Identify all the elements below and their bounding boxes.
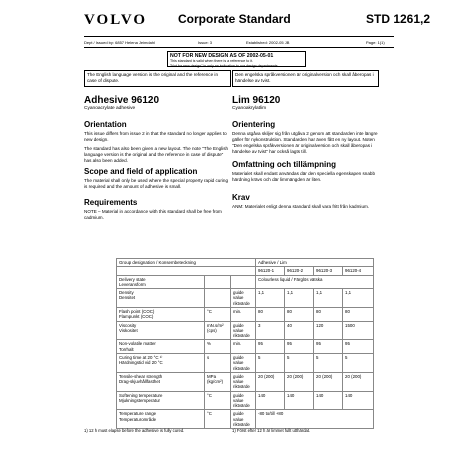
notice-line-2: This standard is valid when there is a reference to it. (170, 59, 254, 64)
property-name-sv: Densitet (119, 295, 136, 301)
table-row (117, 321, 374, 340)
scope-text-sv: Materialet skall endast användas där den speciella egenskapen snabb härdning krävs och där limmängden är liten. (232, 170, 376, 182)
table-row (117, 353, 374, 372)
table-row (117, 372, 374, 391)
requirements-heading-sv: Krav (232, 192, 250, 202)
group-value-cell: Adhesive / Lim (256, 259, 374, 267)
property-name-sv: Torrhalt (119, 346, 134, 352)
material-subtitle-sv: Cyanoakrylatlim (232, 106, 267, 111)
property-name: Flash point (COC) (119, 308, 155, 314)
value-cell: 95 (285, 340, 314, 354)
property-name: Viscosity (119, 322, 137, 328)
orientation-heading: Orientation (84, 120, 127, 129)
property-name: Density (119, 290, 134, 296)
unit-cell: °C (205, 391, 231, 410)
unit-cell (205, 275, 231, 289)
group-designation-cell: Group designation / Konsembeteckning (117, 259, 256, 267)
value-cell: 20 (200) (285, 372, 314, 391)
value-cell: 95 (343, 340, 374, 354)
material-title: Adhesive 96120 (84, 95, 160, 106)
material-subtitle: Cyanoacrylate adhesive (84, 106, 136, 111)
value-cell: 40 (285, 321, 314, 340)
value-cell: 95 (314, 340, 343, 354)
property-cell (117, 410, 205, 429)
unit-cell: °C (205, 410, 231, 429)
value-cell: 120 (314, 321, 343, 340)
value-cell: 1500 (343, 321, 374, 340)
value-cell: Colourless liquid / Färglös vätska (256, 275, 374, 289)
kind-cell: guide value riktvärde (231, 372, 256, 391)
standard-number: STD 1261,2 (366, 12, 431, 26)
property-name: Temperature range (119, 411, 157, 417)
value-cell: 140 (314, 391, 343, 410)
orientation-text-1: This issue differs from issue 2 in that the standard no longer applies to new design. (84, 131, 227, 142)
property-name-sv: Härdningstid vid 20 °C (119, 360, 163, 366)
scope-text: The material shall only be used where the special property rapid curing is required and the amount of adhesive is small. (84, 177, 229, 189)
language-note-sv: Den engelska språkversionen är originalversion och skall åberopas i händelse av tvist. (232, 70, 379, 87)
table-row (117, 275, 374, 289)
header-rule (84, 36, 394, 37)
scope-heading: Scope and field of application (84, 166, 198, 176)
value-cell: 140 (285, 391, 314, 410)
meta-rule (84, 47, 394, 48)
value-cell: 3 (256, 321, 285, 340)
value-cell: 20 (200) (343, 372, 374, 391)
value-cell: 20 (200) (256, 372, 285, 391)
property-name-sv: Drag-skjuvhållfasthet (119, 379, 160, 385)
requirements-table (116, 258, 374, 429)
property-cell (117, 321, 205, 340)
swedish-column (232, 96, 382, 210)
kind-cell: guide value riktvärde (231, 353, 256, 372)
document-title: Corporate Standard (178, 12, 291, 26)
table-row (117, 289, 374, 308)
meta-dept: Dept / Issued by: 6857 Helena Jeimdahl (84, 40, 155, 45)
requirements-note-sv: ANM: Materialet enligt denna standard skall vara fritt från kadmium. (232, 203, 370, 209)
property-cell (117, 353, 205, 372)
variant-cell: 96120-1 (256, 267, 285, 275)
meta-issue: Issue: 3 (198, 40, 213, 45)
unit-cell: °C (205, 307, 231, 321)
property-name: Softening temperature (119, 392, 163, 398)
meta-established: Established: 2002-05 JB (246, 40, 290, 45)
scope-heading-sv: Omfattning och tillämpning (232, 159, 336, 169)
property-name: Delivery state (119, 276, 146, 282)
property-cell (117, 372, 205, 391)
unit-cell: s (205, 353, 231, 372)
kind-cell: guide value riktvärde (231, 321, 256, 340)
value-cell: 80 (256, 307, 285, 321)
property-cell (117, 275, 205, 289)
table-row (117, 307, 374, 321)
value-cell: 1,1 (343, 289, 374, 308)
variant-cell: 96120-2 (285, 267, 314, 275)
variant-spacer-cell (117, 267, 256, 275)
property-name: Tensile-shear strength (119, 373, 163, 379)
material-title-sv: Lim 96120 (232, 95, 281, 106)
not-for-new-design-notice (167, 51, 306, 67)
english-column (84, 96, 230, 221)
orientation-heading-sv: Orientering (232, 120, 276, 129)
unit-cell (205, 289, 231, 308)
requirements-note: NOTE – Material in accordance with this standard shall be free from cadmium. (84, 208, 222, 220)
table-header-row (117, 259, 374, 267)
orientation-text-sv: Denna utgåva skiljer sig från utgåva 2 genom att standarden inte längre gäller för nykonstruktion. Standarden har även fått en ny layout. Noten "Den engelska språkversionen är originalversion och skall åberopas i händelse av tvist" har också lagts till. (232, 131, 378, 154)
value-cell: 5 (256, 353, 285, 372)
property-name: Non-volatile matter (119, 341, 156, 347)
table-row (117, 340, 374, 354)
footnote-en: 1) 12 h must elapse before the adhesive is fully cured. (84, 428, 185, 433)
value-cell: 80 (314, 307, 343, 321)
kind-cell: min. (231, 307, 256, 321)
table-variant-row (117, 267, 374, 275)
value-cell: 95 (256, 340, 285, 354)
value-cell: 80 (285, 307, 314, 321)
kind-cell: guide value riktvärde (231, 289, 256, 308)
value-cell: 1,1 (285, 289, 314, 308)
meta-page: Page: 1(1) (366, 40, 385, 45)
orientation-text-2: The standard has also been given a new layout. The note "The English language version is the original and the reference in case of dispute" has also been added. (84, 145, 229, 163)
volvo-logo: VOLVO (84, 12, 148, 28)
property-name-sv: Mjukningstemperatur (119, 397, 160, 403)
value-cell: 140 (343, 391, 374, 410)
table-row (117, 391, 374, 410)
kind-cell: min. (231, 340, 256, 354)
unit-cell: % (205, 340, 231, 354)
variant-cell: 96120-4 (343, 267, 374, 275)
kind-cell (231, 275, 256, 289)
unit-cell: MPa (kg/cm²) (205, 372, 231, 391)
property-cell (117, 391, 205, 410)
footnote-sv: 1) Först efter 12 h är limmet fullt utthärdat. (232, 428, 311, 433)
table-row (117, 410, 374, 429)
notice-line-3: "Not for new design" is only an indication to our design departments. (170, 63, 279, 68)
value-cell: 1,1 (314, 289, 343, 308)
property-cell (117, 289, 205, 308)
property-name-sv: Leveransform (119, 281, 146, 287)
value-cell: 20 (200) (314, 372, 343, 391)
value-cell: 80 (343, 307, 374, 321)
value-cell: 140 (256, 391, 285, 410)
value-cell: -80 to/till +80 (256, 410, 374, 429)
unit-cell: mN.s/m² (cps) (205, 321, 231, 340)
property-name-sv: Viskositet (119, 327, 138, 333)
language-note-en: The English language version is the original and the reference in case of dispute. (84, 70, 231, 87)
property-cell (117, 340, 205, 354)
property-name-sv: Temperaturområde (119, 416, 157, 422)
requirements-heading: Requirements (84, 197, 138, 207)
property-name-sv: Flampunkt (COC) (119, 314, 154, 320)
notice-heading: NOT FOR NEW DESIGN AS OF 2002-05-01 (170, 53, 274, 59)
kind-cell: guide value riktvärde (231, 391, 256, 410)
value-cell: 5 (343, 353, 374, 372)
value-cell: 1,1 (256, 289, 285, 308)
property-name: Curing time at 20 °C ¹⁾ (119, 354, 163, 360)
property-cell (117, 307, 205, 321)
variant-cell: 96120-3 (314, 267, 343, 275)
value-cell: 5 (314, 353, 343, 372)
kind-cell: guide value riktvärde (231, 410, 256, 429)
value-cell: 5 (285, 353, 314, 372)
